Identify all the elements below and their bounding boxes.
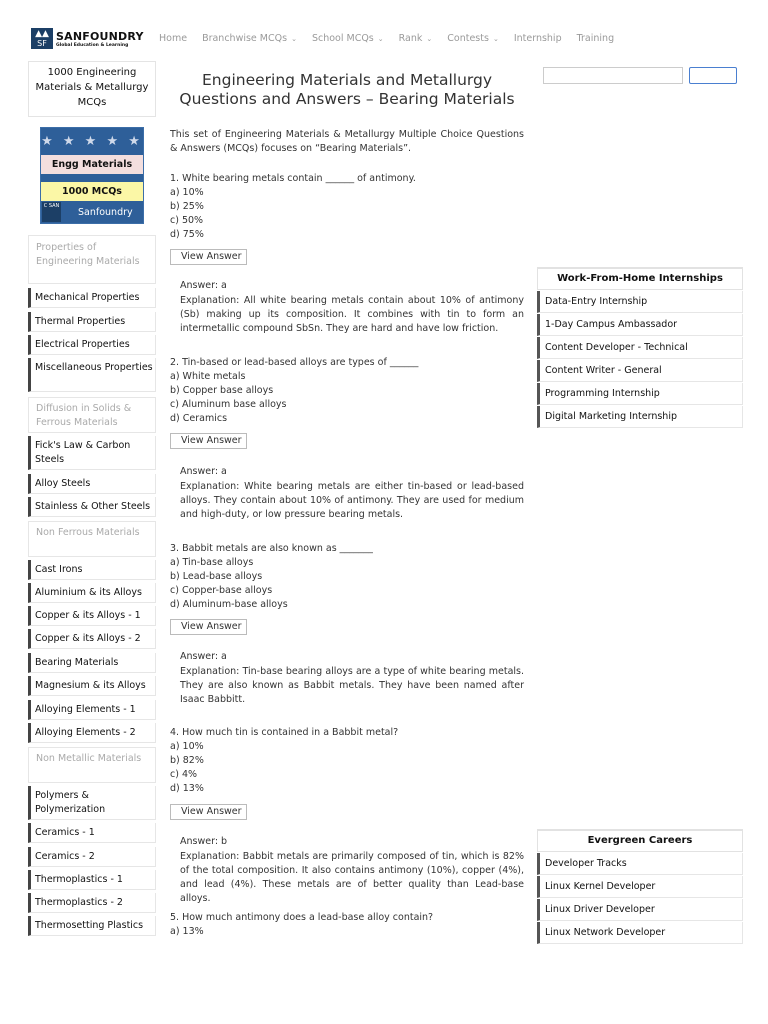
sidebar-item-bearing-materials[interactable]: Bearing Materials — [28, 653, 156, 673]
career-link-linux-kernel[interactable]: Linux Kernel Developer — [537, 876, 743, 898]
career-link-linux-network[interactable]: Linux Network Developer — [537, 922, 743, 944]
option-text: b) Copper base alloys — [170, 385, 274, 396]
view-answer-button[interactable]: View Answer — [170, 619, 247, 635]
sidebar-item-mechanical-properties[interactable]: Mechanical Properties — [28, 288, 156, 308]
option-text: c) Copper-base alloys — [170, 585, 273, 596]
option-text: c) 50% — [170, 215, 204, 226]
nav-internship[interactable] — [514, 33, 562, 44]
sidebar-item-polymers[interactable]: Polymers & Polymerization — [28, 786, 156, 820]
sidebar-section-non-ferrous: Non Ferrous Materials — [28, 521, 156, 557]
sidebar-item-aluminium-alloys[interactable]: Aluminium & its Alloys — [28, 583, 156, 603]
question-text: 2. Tin-based or lead-based alloys are types of ______ — [170, 357, 419, 368]
answer-text: Answer: b — [180, 836, 228, 847]
publisher-logo-icon: C SAN — [42, 202, 61, 222]
sidebar-item-alloying-elements-1[interactable]: Alloying Elements - 1 — [28, 700, 156, 720]
sidebar-item-ceramics-2[interactable]: Ceramics - 2 — [28, 847, 156, 867]
nav-label: Training — [576, 33, 615, 44]
rating-stars-icon: ★ ★ ★ ★ ★ — [41, 134, 143, 149]
sidebar-item-alloying-elements-2[interactable]: Alloying Elements - 2 — [28, 723, 156, 743]
search-button[interactable] — [689, 67, 737, 84]
site-logo[interactable] — [31, 28, 144, 49]
explanation-text: Explanation: White bearing metals are either tin-based or lead-based alloys. They contain about 10% of antimony. They are used for medium and high-duty, or low pressure bearing metals. — [180, 481, 524, 520]
sidebar-item-ceramics-1[interactable]: Ceramics - 1 — [28, 823, 156, 843]
question-text: 5. How much antimony does a lead-base alloy contain? — [170, 912, 434, 923]
logo-tagline: Global Education & Learning — [56, 42, 129, 48]
question-text: 3. Babbit metals are also known as _______ — [170, 543, 373, 554]
option-text: d) 13% — [170, 783, 204, 794]
page-title: Engineering Materials and Metallurgy Questions and Answers – Bearing Materials — [179, 71, 515, 108]
internship-link-digital-marketing[interactable]: Digital Marketing Internship — [537, 406, 743, 428]
intro-text: This set of Engineering Materials & Metallurgy Multiple Choice Questions & Answers (MCQs) focuses on “Bearing Materials”. — [170, 129, 524, 154]
option-text: a) White metals — [170, 371, 246, 382]
nav-label: Home — [159, 33, 188, 44]
option-text: a) 10% — [170, 741, 204, 752]
sidebar-section-non-metallic: Non Metallic Materials — [28, 747, 156, 783]
widget-title: Evergreen Careers — [537, 829, 743, 852]
option-text: a) 13% — [170, 926, 204, 937]
logo-mark-bottom: SF — [37, 39, 47, 48]
chevron-down-icon: ⌄ — [291, 35, 297, 43]
sidebar-item-magnesium-alloys[interactable]: Magnesium & its Alloys — [28, 676, 156, 696]
book-subject: Engg Materials — [41, 155, 143, 174]
internship-link-programming[interactable]: Programming Internship — [537, 383, 743, 405]
question-text: 4. How much tin is contained in a Babbit metal? — [170, 727, 399, 738]
option-text: c) Aluminum base alloys — [170, 399, 287, 410]
nav-label: School MCQs — [311, 33, 374, 44]
nav-label: Internship — [513, 33, 562, 44]
sidebar-item-electrical-properties[interactable]: Electrical Properties — [28, 335, 156, 355]
chevron-down-icon: ⌄ — [492, 35, 499, 43]
search-input[interactable] — [543, 67, 683, 84]
option-text: d) Ceramics — [170, 413, 228, 424]
answer-text: Answer: a — [180, 280, 227, 291]
sidebar-item-stainless-steels[interactable]: Stainless & Other Steels — [28, 497, 156, 517]
sidebar-item-thermosetting-plastics[interactable]: Thermosetting Plastics — [28, 916, 156, 936]
explanation-text: Explanation: All white bearing metals contain about 10% of antimony (Sb) making up its composition. It combines with tin to form an intermetallic compound SbSn. They are hard and have low friction. — [180, 295, 524, 334]
nav-label: Rank — [398, 33, 423, 44]
logo-name: SANFOUNDRY — [56, 29, 144, 43]
book-cover-image[interactable] — [40, 127, 144, 224]
book-count: 1000 MCQs — [41, 182, 143, 201]
sidebar-item-thermoplastics-1[interactable]: Thermoplastics - 1 — [28, 870, 156, 890]
option-text: a) 10% — [170, 187, 204, 198]
chevron-down-icon: ⌄ — [426, 35, 433, 43]
nav-school-mcqs[interactable] — [312, 33, 384, 44]
nav-rank[interactable] — [399, 33, 433, 44]
option-text: c) 4% — [170, 769, 198, 780]
sidebar-item-alloy-steels[interactable]: Alloy Steels — [28, 474, 156, 494]
option-text: d) Aluminum-base alloys — [170, 599, 288, 610]
career-link-developer-tracks[interactable]: Developer Tracks — [537, 853, 743, 875]
nav-home[interactable] — [159, 33, 187, 44]
option-text: d) 75% — [170, 229, 204, 240]
sidebar-item-thermal-properties[interactable]: Thermal Properties — [28, 312, 156, 332]
sidebar-item-miscellaneous-properties[interactable]: Miscellaneous Properties — [28, 358, 156, 392]
nav-branchwise-mcqs[interactable] — [202, 33, 297, 44]
site-header — [0, 0, 768, 68]
nav-training[interactable] — [577, 33, 615, 44]
internships-widget — [537, 267, 743, 428]
explanation-text: Explanation: Tin-base bearing alloys are a type of white bearing metals. They are also known as Babbit metals. They have been named after Isaac Babbitt. — [180, 666, 524, 705]
nav-label: Branchwise MCQs — [202, 33, 288, 44]
careers-widget — [537, 829, 743, 944]
logo-mark-top: ▲▲ — [35, 29, 49, 39]
question-text: 1. White bearing metals contain ______ of antimony. — [170, 173, 416, 184]
internship-link-campus-ambassador[interactable]: 1-Day Campus Ambassador — [537, 314, 743, 336]
sidebar-item-ficks-law[interactable]: Fick's Law & Carbon Steels — [28, 436, 156, 470]
sidebar-title[interactable]: 1000 Engineering Materials & Metallurgy MCQs — [28, 61, 156, 117]
view-answer-button[interactable]: View Answer — [170, 249, 247, 265]
view-answer-button[interactable]: View Answer — [170, 433, 247, 449]
sidebar-item-cast-irons[interactable]: Cast Irons — [28, 560, 156, 580]
option-text: b) Lead-base alloys — [170, 571, 263, 582]
top-nav — [159, 33, 629, 44]
sidebar-section-diffusion: Diffusion in Solids & Ferrous Materials — [28, 397, 156, 433]
explanation-text: Explanation: Babbit metals are primarily composed of tin, which is 82% of the total composition. It also contains antimony (10%), copper (4%), and lead (4%). These metals are of better quality than Lead-base alloys. — [180, 851, 524, 904]
sidebar-item-thermoplastics-2[interactable]: Thermoplastics - 2 — [28, 893, 156, 913]
career-link-linux-driver[interactable]: Linux Driver Developer — [537, 899, 743, 921]
option-text: b) 82% — [170, 755, 204, 766]
logo-mark — [31, 28, 53, 49]
internship-link-content-developer[interactable]: Content Developer - Technical — [537, 337, 743, 359]
answer-text: Answer: a — [180, 651, 227, 662]
option-text: b) 25% — [170, 201, 204, 212]
internship-link-data-entry[interactable]: Data-Entry Internship — [537, 291, 743, 313]
view-answer-button[interactable]: View Answer — [170, 804, 247, 820]
answer-text: Answer: a — [180, 466, 227, 477]
sidebar-item-copper-alloys-2[interactable]: Copper & its Alloys - 2 — [28, 629, 156, 649]
widget-title: Work-From-Home Internships — [537, 267, 743, 290]
option-text: a) Tin-base alloys — [170, 557, 254, 568]
nav-label: Contests — [447, 33, 489, 44]
sidebar-section-properties: Properties of Engineering Materials — [28, 235, 156, 284]
book-publisher: Sanfoundry — [78, 206, 133, 218]
chevron-down-icon: ⌄ — [377, 35, 384, 43]
internship-link-content-writer[interactable]: Content Writer - General — [537, 360, 743, 382]
sidebar-item-copper-alloys-1[interactable]: Copper & its Alloys - 1 — [28, 606, 156, 626]
nav-contests[interactable] — [447, 33, 499, 44]
